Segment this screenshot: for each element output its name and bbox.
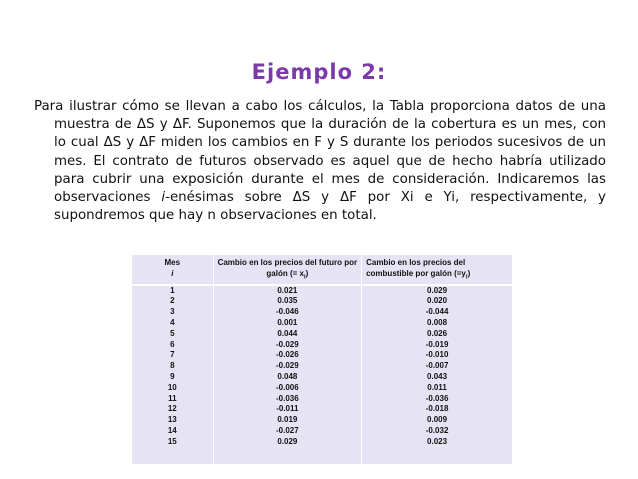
header-combustible xyxy=(362,255,513,285)
header-combustible-label: Cambio en los precios del combustible por galón (=y xyxy=(366,258,466,278)
cell-futuro: -0.027 xyxy=(276,425,299,435)
column-mes xyxy=(132,285,214,464)
column-combustible xyxy=(362,285,513,464)
cell-mes: 5 xyxy=(170,328,175,338)
header-combustible-end: ) xyxy=(467,269,471,278)
cell-futuro: -0.029 xyxy=(276,339,299,349)
cell-futuro: -0.046 xyxy=(276,307,299,317)
cell-futuro: -0.011 xyxy=(276,404,299,414)
cell-futuro: -0.026 xyxy=(276,350,299,360)
cell-futuro: 0.001 xyxy=(277,317,298,327)
cell-combustible: -0.007 xyxy=(425,361,449,371)
cell-mes: 11 xyxy=(168,393,177,403)
cell-combustible: -0.018 xyxy=(425,404,449,414)
cell-mes: 1 xyxy=(170,285,175,295)
header-futuro-label: Cambio en los precios del futuro por galón (= x xyxy=(217,258,358,278)
cell-mes: 4 xyxy=(170,317,175,327)
slide-title: Ejemplo 2: xyxy=(251,60,387,84)
cell-combustible: -0.032 xyxy=(425,425,449,435)
cell-combustible: 0.009 xyxy=(427,415,448,425)
cell-mes: 13 xyxy=(167,415,177,425)
cell-mes: 10 xyxy=(167,382,177,392)
cell-mes: 15 xyxy=(167,436,177,446)
cell-combustible: 0.026 xyxy=(427,328,448,338)
cell-futuro: -0.029 xyxy=(276,361,299,371)
cell-combustible: 0.023 xyxy=(427,436,448,446)
cell-combustible: 0.020 xyxy=(427,296,448,306)
cell-mes: 8 xyxy=(170,361,175,371)
column-futuro xyxy=(213,285,361,464)
header-futuro-sub: i xyxy=(303,274,306,281)
cell-combustible: -0.044 xyxy=(425,307,449,317)
table-header-row xyxy=(132,255,513,285)
header-mes xyxy=(132,255,214,285)
header-futuro xyxy=(213,255,361,285)
cell-combustible: -0.019 xyxy=(425,339,449,349)
cell-futuro: 0.021 xyxy=(277,285,298,295)
header-mes-sub: i xyxy=(171,269,174,278)
cell-mes: 14 xyxy=(167,425,177,435)
header-futuro-end: ) xyxy=(305,269,309,278)
cell-futuro: 0.029 xyxy=(277,436,298,446)
cell-combustible: 0.011 xyxy=(427,382,447,392)
header-combustible-sub: i xyxy=(465,274,468,281)
cell-futuro: -0.036 xyxy=(276,393,299,403)
cell-mes: 3 xyxy=(170,307,175,317)
cell-combustible: 0.043 xyxy=(427,371,448,381)
cell-mes: 9 xyxy=(170,371,175,381)
cell-futuro: 0.048 xyxy=(277,371,298,381)
cell-futuro: 0.019 xyxy=(277,415,298,425)
cell-mes: 7 xyxy=(170,350,175,360)
body-paragraph xyxy=(34,98,606,225)
cell-mes: 6 xyxy=(170,339,175,349)
cell-futuro: 0.035 xyxy=(277,296,298,306)
paragraph-italic-i: i xyxy=(161,190,166,206)
header-mes-label: Mes xyxy=(164,258,181,267)
table-body-row xyxy=(132,285,513,464)
cell-combustible: -0.036 xyxy=(425,393,449,403)
cell-combustible: -0.010 xyxy=(425,350,449,360)
paragraph-part-2: -enésimas sobre ΔS y ΔF por Xi e Yi, respectivamente, y supondremos que hay n observaciones en total. xyxy=(54,190,606,224)
cell-combustible: 0.029 xyxy=(427,285,448,295)
data-table xyxy=(131,255,513,464)
paragraph-part-1: Para ilustrar cómo se llevan a cabo los cálculos, la Tabla proporciona datos de una muestra de ΔS y ΔF. Suponemos que la duración de la cobertura es un mes, con lo cual ΔS y ΔF miden los cambios en F y S durante los periodos sucesivos de un mes. El contrato de futuros observado es aquel que de hecho habría utilizado para cubrir una exposición durante el mes de consideración. Indicaremos las observaciones xyxy=(34,99,606,206)
cell-combustible: 0.008 xyxy=(427,317,448,327)
cell-futuro: 0.044 xyxy=(277,328,298,338)
cell-mes: 2 xyxy=(170,296,175,306)
cell-mes: 12 xyxy=(167,404,177,414)
cell-futuro: -0.006 xyxy=(276,382,299,392)
